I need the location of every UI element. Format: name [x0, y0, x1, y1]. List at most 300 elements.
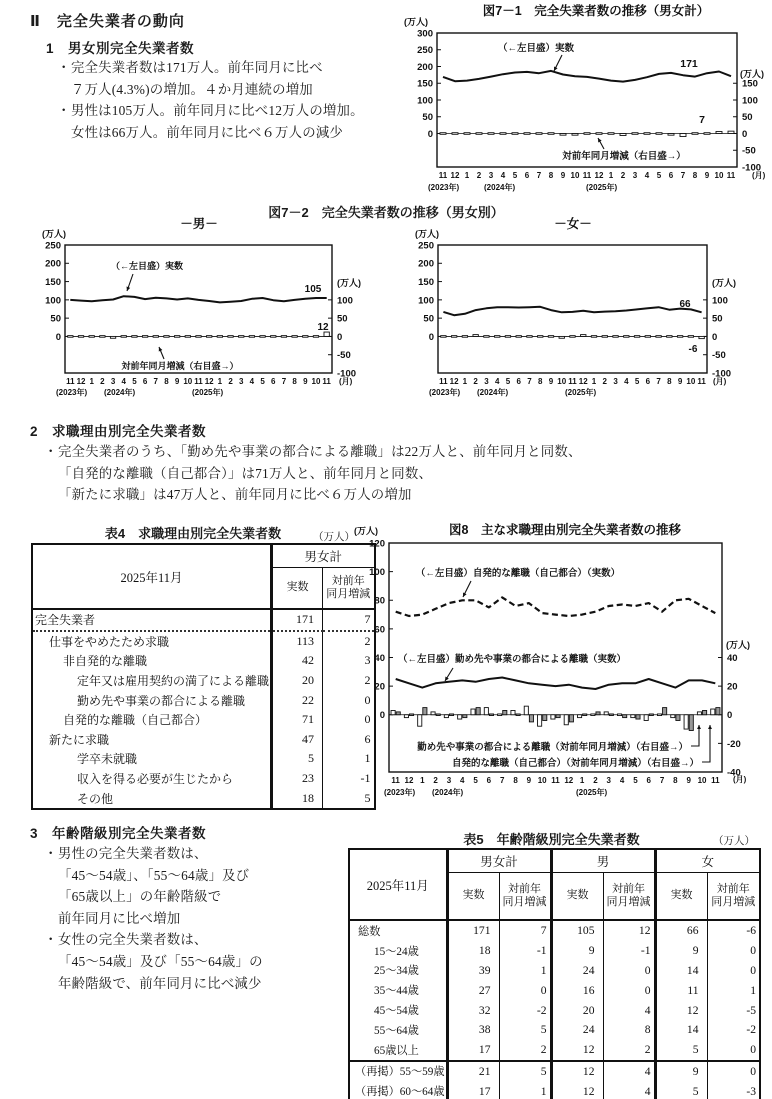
- table-cell: 171: [272, 609, 323, 631]
- x-axis-tick: 9: [686, 776, 691, 785]
- row-label: 完全失業者: [32, 609, 272, 631]
- row-label: 仕事をやめたため求職: [49, 634, 170, 649]
- table-row: [349, 1040, 760, 1061]
- row-label: （再掲）60～64歳: [355, 1086, 445, 1099]
- table-cell: 2: [323, 671, 375, 691]
- table5-title: 表5 年齢階級別完全失業者数: [463, 832, 640, 847]
- table-cell: 18: [272, 788, 323, 809]
- row-label: 学卒未就職: [77, 752, 138, 767]
- left-axis-unit: (万人): [415, 229, 439, 239]
- table-row: [32, 788, 375, 809]
- right-axis-tick: 20: [727, 681, 738, 693]
- table-sub-header: 対前年 同月増減: [707, 873, 760, 921]
- year-label: (2023年): [56, 388, 88, 397]
- left-axis-tick: 100: [418, 295, 434, 307]
- table-cell: 4: [603, 1000, 655, 1020]
- fig7-1-svg: [400, 0, 772, 200]
- right-axis-unit: (万人): [740, 69, 764, 79]
- table-cell: 21: [447, 1061, 499, 1082]
- left-axis-tick: 0: [428, 331, 434, 343]
- plot-frame: [65, 245, 332, 373]
- x-axis-tick: 9: [677, 377, 683, 386]
- right-axis-tick: 100: [712, 295, 728, 307]
- text-line: ・ 完全失業者のうち、「勤め先や事業の都合による離職」は22万人と、前年同月と同数、: [44, 441, 744, 463]
- row-label: その他: [77, 791, 114, 806]
- x-axis-tick: 4: [619, 776, 625, 785]
- x-axis-tick: 9: [526, 776, 532, 785]
- table4-reason-of-jobseeking: [31, 543, 376, 810]
- chart-annotation: 7: [699, 114, 705, 126]
- x-axis-tick: 9: [174, 377, 180, 386]
- x-axis-tick: 11: [391, 776, 400, 785]
- table-cell: 0: [323, 710, 375, 730]
- bar-series: [68, 332, 330, 338]
- row-label: 自発的な離職（自己都合）: [63, 713, 208, 728]
- x-axis-tick: 7: [281, 377, 287, 386]
- left-axis-tick: 40: [374, 652, 385, 664]
- right-axis-unit: (万人): [337, 278, 361, 288]
- statistics-table: [348, 848, 761, 1099]
- table5-unit: （万人）: [713, 836, 755, 847]
- x-axis-tick: 1: [464, 171, 470, 180]
- table-sub-header: 対前年 同月増減: [603, 873, 655, 921]
- x-axis-tick: 8: [673, 776, 678, 785]
- text-line: 「65歳以上」の年齢階級で: [58, 889, 222, 905]
- table-cell: 5: [499, 1061, 551, 1082]
- table-row: [349, 920, 760, 941]
- x-axis-tick: 11: [438, 171, 448, 180]
- text-line: ・ 完全失業者数は171万人。前年同月に比べ: [57, 57, 437, 79]
- table-sub-header: 実数: [447, 873, 499, 921]
- table4-title: 表4 求職理由別完全失業者数: [104, 526, 282, 541]
- right-axis-tick: 50: [337, 313, 348, 325]
- month-unit: (月): [733, 775, 747, 784]
- table-cell: -2: [707, 1020, 760, 1040]
- text-line: 「45～54歳」、「55～64歳」及び: [58, 867, 250, 883]
- table-row: [349, 961, 760, 981]
- left-axis-tick: 150: [418, 276, 434, 288]
- table-cell: 2: [499, 1040, 551, 1061]
- row-label: 新たに求職: [49, 732, 110, 747]
- chart-title: 図8 主な求職理由別完全失業者数の推移: [449, 523, 681, 537]
- table-cell: 12: [551, 1081, 603, 1099]
- table-cell: 32: [447, 1000, 499, 1020]
- x-axis-tick: 10: [537, 776, 547, 785]
- year-label: (2023年): [384, 788, 416, 797]
- year-label: (2023年): [428, 183, 460, 192]
- x-axis-tick: 4: [644, 171, 650, 180]
- table-cell: 12: [603, 920, 655, 941]
- table-cell: -1: [499, 941, 551, 961]
- x-axis-tick: 12: [204, 377, 214, 386]
- table-row: [32, 730, 375, 750]
- x-axis-tick: 6: [668, 171, 674, 180]
- table-cell: 0: [707, 961, 760, 981]
- x-axis-tick: 7: [536, 171, 542, 180]
- text-line: ７万人(4.3%)の増加。４か月連続の増加: [71, 81, 313, 97]
- table-cell: 6: [323, 730, 375, 750]
- x-axis-tick: 7: [659, 776, 665, 785]
- x-axis-tick: 8: [548, 171, 554, 180]
- left-axis-tick: 0: [55, 331, 61, 343]
- table-row: [32, 651, 375, 671]
- chart-title: －女－: [554, 217, 592, 231]
- left-axis-tick: 200: [418, 258, 434, 270]
- month-unit: (月): [752, 171, 766, 180]
- row-label: 定年又は雇用契約の満了による離職: [77, 674, 270, 689]
- x-axis-tick: 6: [142, 377, 148, 386]
- x-axis-tick: 10: [714, 171, 724, 180]
- table-cell: 7: [323, 609, 375, 631]
- year-label: (2023年): [429, 388, 461, 397]
- section2-title: 2 求職理由別完全失業者数: [30, 424, 207, 439]
- table-cell: 1: [499, 961, 551, 981]
- bullet-mark: ・: [44, 932, 58, 948]
- x-axis-tick: 10: [557, 377, 567, 386]
- chart-annotation: 66: [679, 299, 691, 310]
- x-axis-tick: 6: [271, 377, 276, 386]
- chart-annotation: 105: [304, 284, 322, 295]
- table-cell: 23: [272, 769, 323, 789]
- x-axis-tick: 1: [462, 377, 468, 386]
- left-axis-tick: 50: [423, 313, 434, 325]
- right-axis-tick: -100: [337, 368, 357, 380]
- fig7-2m-svg: [30, 205, 390, 397]
- x-axis-tick: 7: [499, 776, 505, 785]
- fig7-2f-svg: [395, 205, 772, 397]
- section1-text: [57, 57, 437, 143]
- table-sub-header: 実数: [551, 873, 603, 921]
- table-row: [32, 749, 375, 769]
- table-cell: 22: [272, 690, 323, 710]
- year-label: (2025年): [586, 183, 618, 192]
- table-cell: 24: [551, 1020, 603, 1040]
- table-sub-header: 実数: [655, 873, 707, 921]
- table-cell: 9: [655, 1061, 707, 1082]
- x-axis-tick: 3: [606, 776, 612, 785]
- table-cell: 5: [272, 749, 323, 769]
- x-axis-tick: 2: [602, 377, 608, 386]
- table-row: [32, 631, 375, 652]
- table-row: [349, 1061, 760, 1082]
- table-cell: 105: [551, 920, 603, 941]
- left-axis-unit: (万人): [354, 526, 378, 536]
- table-row: [349, 1020, 760, 1040]
- year-label: (2024年): [432, 788, 464, 797]
- table-cell: 20: [551, 1000, 603, 1020]
- table-cell: 14: [655, 1020, 707, 1040]
- month-unit: (月): [339, 377, 353, 386]
- table-cell: 0: [707, 941, 760, 961]
- fig8-svg: [352, 520, 772, 810]
- text-line: 年齢階級で、前年同月に比べ減少: [58, 975, 262, 991]
- table-cell: 24: [551, 961, 603, 981]
- right-axis-tick: -50: [712, 350, 726, 362]
- text-line: 「新たに求職」は47万人と、前年同月に比べ６万人の増加: [58, 487, 412, 503]
- chart-annotation: 勤め先や事業の都合による離職（対前年同月増減）（右目盛→）: [417, 742, 688, 753]
- text-line: ・ 男性は105万人。前年同月に比べ12万人の増加。: [57, 100, 437, 122]
- right-axis-unit: (万人): [726, 640, 750, 650]
- row-label: 非自発的な離職: [63, 654, 148, 669]
- x-axis-tick: 3: [110, 377, 116, 386]
- right-axis-tick: 100: [337, 295, 353, 307]
- x-axis-tick: 3: [238, 377, 244, 386]
- table-cell: -3: [707, 1081, 760, 1099]
- row-label: 総数: [358, 925, 381, 938]
- x-axis-tick: 1: [89, 377, 94, 386]
- table-cell: -6: [707, 920, 760, 941]
- x-axis-tick: 6: [645, 377, 651, 386]
- right-axis-tick: 0: [337, 331, 343, 343]
- x-axis-tick: 5: [132, 377, 137, 386]
- x-axis-tick: 8: [537, 377, 543, 386]
- table-cell: 42: [272, 651, 323, 671]
- left-axis-tick: 300: [417, 28, 433, 40]
- table-cell: 1: [323, 749, 375, 769]
- x-axis-tick: 8: [667, 377, 672, 386]
- table-cell: 113: [272, 631, 323, 652]
- section3-title: 3 年齢階級別完全失業者数: [30, 826, 207, 841]
- table-cell: -2: [499, 1000, 551, 1020]
- table-cell: 2: [323, 631, 375, 652]
- table-cell: 1: [499, 1081, 551, 1099]
- x-axis-tick: 11: [568, 377, 577, 386]
- x-axis-tick: 4: [624, 377, 629, 386]
- left-axis-tick: 100: [45, 295, 61, 307]
- x-axis-tick: 11: [66, 377, 75, 386]
- right-axis-tick: 0: [727, 710, 733, 722]
- left-axis-tick: 150: [417, 78, 433, 90]
- plot-frame: [437, 33, 737, 167]
- table-row: [32, 710, 375, 730]
- x-axis-tick: 10: [311, 377, 321, 386]
- left-axis-tick: 50: [422, 112, 433, 124]
- table-cell: 12: [551, 1040, 603, 1061]
- x-axis-tick: 6: [646, 776, 651, 785]
- right-axis-tick: 50: [712, 313, 723, 325]
- x-axis-tick: 10: [686, 377, 696, 386]
- left-axis-tick: 200: [417, 61, 433, 73]
- x-axis-tick: 3: [484, 377, 489, 386]
- year-label: (2025年): [576, 788, 608, 797]
- table-cell: 5: [323, 788, 375, 809]
- line-series: [396, 678, 716, 690]
- table-cell: -5: [707, 1000, 760, 1020]
- table-cell: 5: [655, 1040, 707, 1061]
- x-axis-tick: 4: [249, 377, 255, 386]
- x-axis-tick: 7: [527, 377, 532, 386]
- left-axis-tick: 100: [417, 95, 433, 107]
- left-axis-tick: 250: [418, 240, 434, 252]
- table-cell: 0: [603, 961, 655, 981]
- x-axis-tick: 7: [680, 171, 686, 180]
- section1-title: 1 男女別完全失業者数: [46, 41, 195, 56]
- year-label: (2024年): [104, 388, 136, 397]
- chart-annotation: （←左目盛）勤め先や事業の都合による離職（実数）: [397, 654, 627, 665]
- year-label: (2024年): [484, 183, 516, 192]
- x-axis-tick: 8: [164, 377, 169, 386]
- x-axis-tick: 6: [524, 171, 530, 180]
- x-axis-tick: 8: [692, 171, 698, 180]
- x-axis-tick: 3: [613, 377, 618, 386]
- table-cell: 66: [655, 920, 707, 941]
- table-group-header: 男女計: [447, 849, 551, 873]
- right-axis-tick: 40: [727, 652, 738, 664]
- right-axis-tick: 50: [742, 112, 753, 124]
- x-axis-tick: 4: [494, 377, 500, 386]
- chart-fig8-by-reason: [352, 520, 772, 810]
- x-axis-tick: 11: [582, 171, 592, 180]
- x-axis-tick: 11: [726, 171, 736, 180]
- x-axis-tick: 5: [505, 377, 511, 386]
- x-axis-tick: 2: [473, 377, 478, 386]
- x-axis-tick: 12: [594, 171, 604, 180]
- table-cell: 47: [272, 730, 323, 750]
- annotation-arrow: [702, 725, 710, 762]
- x-axis-tick: 5: [634, 377, 640, 386]
- table-row: [349, 1081, 760, 1099]
- table-cell: 14: [655, 961, 707, 981]
- right-axis-tick: 0: [742, 128, 748, 140]
- left-axis-tick: 80: [374, 595, 385, 607]
- table-row: [349, 980, 760, 1000]
- x-axis-tick: 12: [449, 377, 459, 386]
- left-axis-unit: (万人): [404, 17, 428, 27]
- chart-annotation: -6: [688, 344, 698, 355]
- chart-fig7-1-unemployed-total: [400, 0, 772, 200]
- table-cell: 0: [707, 1040, 760, 1061]
- x-axis-tick: 11: [551, 776, 560, 785]
- row-label: 35～44歳: [374, 985, 419, 998]
- x-axis-tick: 5: [512, 171, 518, 180]
- x-axis-tick: 12: [450, 171, 460, 180]
- x-axis-tick: 9: [303, 377, 308, 386]
- right-axis-tick: 0: [712, 331, 718, 343]
- table-cell: 2: [603, 1040, 655, 1061]
- table-cell: 1: [707, 980, 760, 1000]
- section2-text: [44, 441, 744, 506]
- x-axis-tick: 9: [560, 171, 566, 180]
- x-axis-tick: 8: [513, 776, 518, 785]
- x-axis-tick: 11: [697, 377, 706, 386]
- table-cell: 0: [323, 690, 375, 710]
- left-axis-tick: 120: [369, 538, 385, 550]
- table-cell: -1: [603, 941, 655, 961]
- year-label: (2025年): [565, 388, 597, 397]
- table-date-cell: 2025年11月: [349, 849, 447, 920]
- x-axis-tick: 1: [608, 171, 614, 180]
- table-sub-header: 実数: [272, 568, 323, 610]
- table-cell: -1: [323, 769, 375, 789]
- table-group-header: 男: [551, 849, 655, 873]
- right-axis-tick: -100: [742, 162, 762, 174]
- fig7-2-title: 図7－2 完全失業者数の推移（男女別）: [268, 205, 504, 220]
- left-axis-tick: 250: [417, 45, 433, 57]
- x-axis-tick: 3: [632, 171, 638, 180]
- statistics-table: [31, 543, 376, 810]
- text-line: 女性は66万人。前年同月に比べ６万人の減少: [71, 124, 344, 140]
- table-row: [32, 769, 375, 789]
- x-axis-tick: 2: [593, 776, 598, 785]
- table-group-header: 男女計: [272, 544, 375, 568]
- x-axis-tick: 9: [548, 377, 554, 386]
- right-axis-tick: -20: [727, 738, 741, 750]
- line-series: [443, 71, 731, 82]
- x-axis-tick: 7: [153, 377, 159, 386]
- row-label: 15～24歳: [374, 945, 419, 958]
- table-cell: 38: [447, 1020, 499, 1040]
- row-label: 65歳以上: [374, 1044, 419, 1057]
- table-row: [349, 941, 760, 961]
- table-cell: 9: [655, 941, 707, 961]
- x-axis-tick: 2: [228, 377, 233, 386]
- x-axis-tick: 12: [404, 776, 414, 785]
- chart-annotation: 171: [680, 58, 698, 70]
- bullet-mark: ・: [44, 846, 58, 861]
- row-label: 収入を得る必要が生じたから: [77, 772, 234, 787]
- chart-fig7-2-male: [30, 205, 390, 397]
- chart-annotation: 対前年同月増減（右目盛→）: [121, 361, 239, 371]
- x-axis-tick: 2: [620, 171, 626, 180]
- x-axis-tick: 1: [420, 776, 425, 785]
- row-label: （再掲）55～59歳: [349, 1061, 447, 1082]
- table-cell: 18: [447, 941, 499, 961]
- x-axis-tick: 5: [260, 377, 265, 386]
- right-axis-unit: (万人): [712, 278, 736, 288]
- bullet-mark: ・: [44, 444, 58, 459]
- chart-annotation: 自発的な離職（自己都合）（対前年同月増減）（右目盛→）: [451, 758, 699, 769]
- x-axis-tick: 5: [633, 776, 638, 785]
- line-series: [70, 296, 326, 302]
- bullet-mark: ・: [57, 103, 71, 119]
- table-cell: 17: [447, 1081, 499, 1099]
- x-axis-tick: 11: [322, 377, 331, 386]
- chart-annotation: （←左目盛）実数: [110, 261, 184, 271]
- x-axis-tick: 3: [446, 776, 452, 785]
- chart-annotation: 対前年同月増減（右目盛→）: [562, 151, 686, 162]
- chart-annotation: （←左目盛）実数: [497, 43, 575, 54]
- left-axis-tick: 250: [45, 240, 61, 252]
- chart-title: 図7－1 完全失業者数の推移（男女計）: [482, 4, 710, 18]
- table-row: [32, 690, 375, 710]
- x-axis-tick: 12: [578, 377, 588, 386]
- year-label: (2025年): [192, 388, 224, 397]
- x-axis-tick: 1: [591, 377, 597, 386]
- x-axis-tick: 11: [711, 776, 720, 785]
- table-cell: 20: [272, 671, 323, 691]
- x-axis-tick: 8: [292, 377, 297, 386]
- x-axis-tick: 2: [100, 377, 105, 386]
- table-row: [32, 671, 375, 691]
- table-cell: 4: [603, 1081, 655, 1099]
- table-cell: 0: [499, 980, 551, 1000]
- x-axis-tick: 7: [656, 377, 661, 386]
- text-line: ・ 女性の完全失業者数は、: [44, 929, 374, 951]
- x-axis-tick: 1: [217, 377, 223, 386]
- table-cell: 0: [707, 1061, 760, 1082]
- right-axis-tick: -40: [727, 767, 741, 779]
- table-cell: 11: [655, 980, 707, 1000]
- chart-annotation: （←左目盛）自発的な離職（自己都合）（実数）: [415, 568, 621, 579]
- bullet-mark: ・: [57, 60, 71, 75]
- x-axis-tick: 1: [579, 776, 585, 785]
- x-axis-tick: 10: [183, 377, 193, 386]
- left-axis-tick: 100: [369, 567, 385, 579]
- right-axis-tick: -50: [337, 350, 351, 362]
- x-axis-tick: 3: [488, 171, 494, 180]
- right-axis-tick: 150: [742, 78, 758, 90]
- table-row: [32, 609, 375, 631]
